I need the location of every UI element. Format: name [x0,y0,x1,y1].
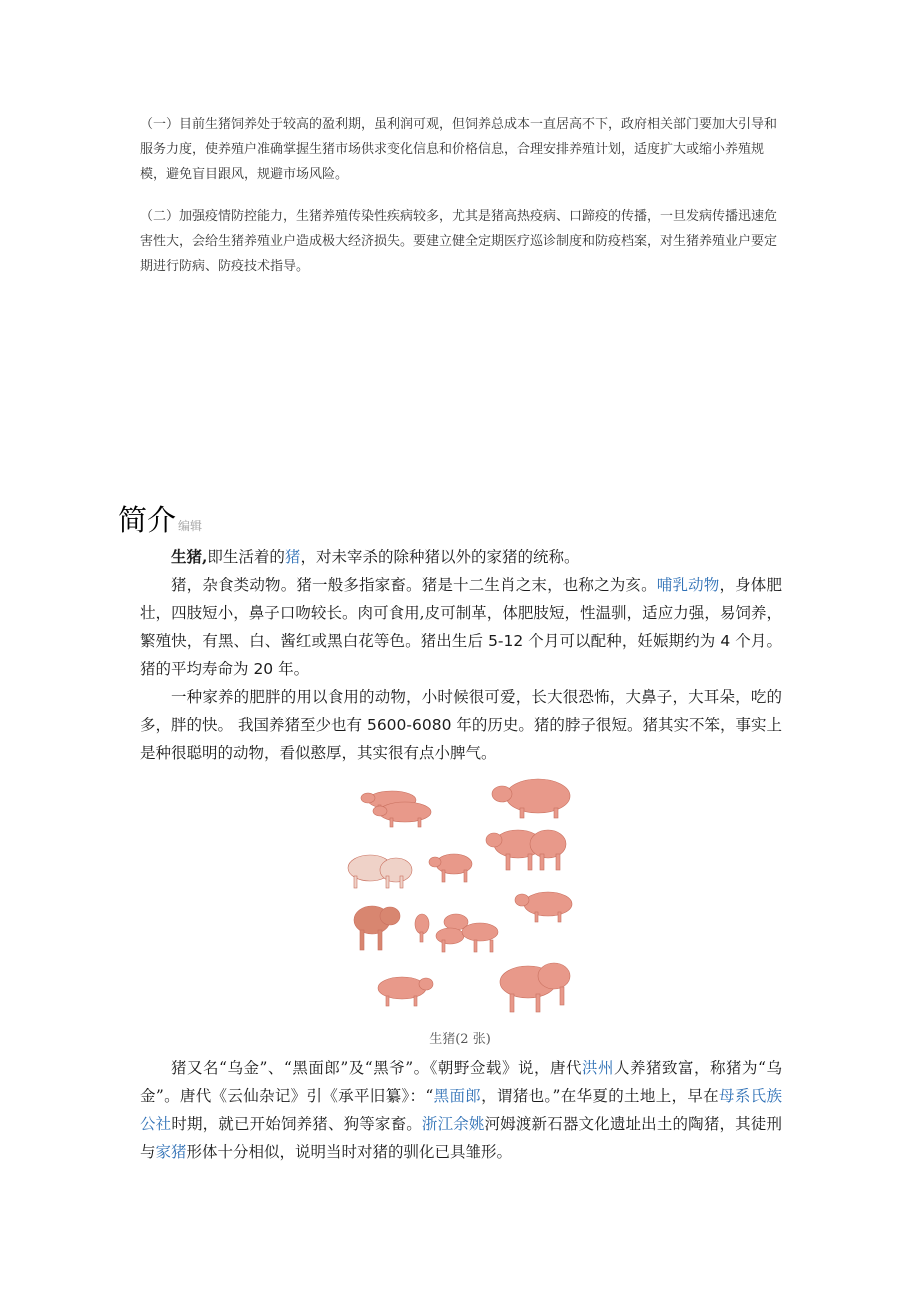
link-matriarchal-commune[interactable]: 母系氏族公社 [140,1087,782,1133]
text-span: 个月。猪的平均寿命为 [140,632,782,678]
text-span: 一种家养的肥胖的用以食用的动物，小时候很可爱，长大很恐怖，大鼻子，大耳朵，吃的多，胖的快。 我国养猪至少也有 [140,688,782,734]
text-span: 人养猪致富，称猪为“乌金”。唐代《云仙杂记》引《承平旧纂》：“ [140,1059,782,1105]
paragraph-one: （一）目前生猪饲养处于较高的盈利期，虽利润可观，但饲养总成本一直居高不下，政府相关部门要加大引导和服务力度，使养殖户准确掌握生猪市场供求变化信息和价格信息，合理安排养殖计划，适度扩大或缩小养殖规模，避免盲目跟风，规避市场风险。 [140,117,778,182]
section-title: 简介 [118,503,177,537]
pig-figure [436,914,498,952]
text-span: 即生活着的 [207,548,285,566]
link-heimianlang[interactable]: 黑面郎 [433,1087,482,1105]
text-span: ，对未宰杀的除种猪以外的家猪的统称。 [300,548,580,566]
pig-figure [530,830,566,870]
intro-paragraph [140,543,782,571]
text-span: 猪，杂食类动物。猪一般多指家畜。猪是十二生肖之末，也称之为亥。 [171,576,657,594]
pig-figure [378,977,433,1006]
link-domestic-pig[interactable]: 家猪 [155,1143,187,1161]
text-span: ，谓猪也。”在华夏的土地上，早在 [481,1087,719,1105]
number-span: 4 [720,632,731,650]
pig-figure [500,963,570,1012]
link-hongzhou[interactable]: 洪州 [581,1059,614,1077]
text-span: 形体十分相似，说明当时对猪的驯化已具雏形。 [186,1143,513,1161]
pig-figure [492,779,570,818]
description-paragraph [140,571,782,683]
text-span: 个月可以配种，妊娠期约为 [523,632,721,650]
number-span: 20 [253,660,274,678]
section-heading [118,498,202,539]
text-span: 年的历史。猪的脖子很短。猪其实不笨，事实上是种很聪明的动物，看似憨厚，其实很有点小脾气。 [140,716,782,762]
pig-figure [429,854,472,882]
pig-figure [348,855,412,888]
number-span: 5600-6080 [366,716,452,734]
pig-image-gallery[interactable] [330,772,590,1028]
text-span: ，身体肥壮，四肢短小，鼻子口吻较长。肉可食用,皮可制革，体肥肢短，性温驯，适应力强，易饲养，繁殖快，有黑、白、酱红或黑白花等色。猪出生后 [140,576,782,650]
text-span: 猪又名“乌金”、“黑面郎”及“黑爷”。《朝野佥载》说，唐代 [171,1059,582,1077]
history-paragraph [140,683,782,767]
pigs-illustration [330,772,590,1028]
link-mammal[interactable]: 哺乳动物 [656,576,720,594]
figure-caption[interactable]: 生猪(2 张) [429,1032,491,1047]
link-zhejiang-yuyao[interactable]: 浙江余姚 [421,1115,485,1133]
pig-figure [354,906,400,950]
pig-figure [415,914,429,942]
paragraph-two: （二）加强疫情防控能力，生猪养殖传染性疾病较多，尤其是猪高热疫病、口蹄疫的传播，一旦发病传播迅速危害性大，会给生猪养殖业户造成极大经济损失。要建立健全定期医疗巡诊制度和防疫档案，对生猪养殖业户要定期进行防病、防疫技术指导。 [140,209,778,274]
text-span: 河姆渡新石器文化遗址出土的陶猪，其徒刑与 [140,1115,782,1161]
term-bold: 生猪, [171,547,208,566]
text-span: 时期，就已开始饲养猪、狗等家畜。 [171,1115,422,1133]
text-span: 年。 [273,660,310,678]
names-paragraph [140,1054,782,1166]
edit-link[interactable]: 编辑 [178,519,203,533]
number-span: 5-12 [488,632,524,650]
pig-figure [515,892,572,922]
link-pig[interactable]: 猪 [284,548,301,566]
